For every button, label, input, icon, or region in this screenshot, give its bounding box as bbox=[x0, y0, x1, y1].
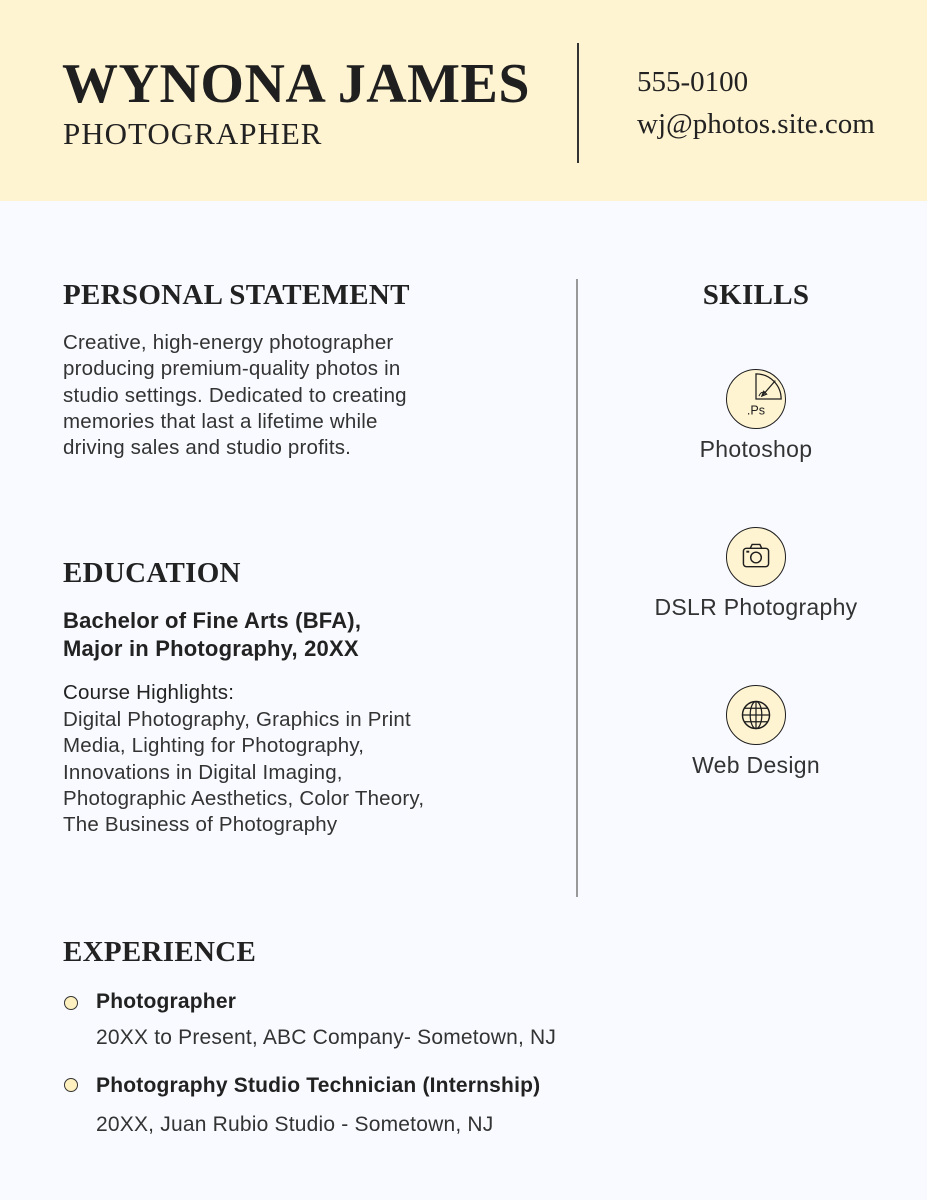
course-line: Innovations in Digital Imaging, bbox=[63, 760, 343, 784]
job-detail: 20XX to Present, ABC Company- Sometown, NJ bbox=[96, 1026, 557, 1049]
course-line: Photographic Aesthetics, Color Theory, bbox=[63, 786, 425, 810]
column-divider bbox=[576, 279, 578, 897]
skill-label-photoshop: Photoshop bbox=[699, 436, 813, 462]
job-detail: 20XX, Juan Rubio Studio - Sometown, NJ bbox=[96, 1113, 494, 1136]
phone-number: 555-0100 bbox=[637, 66, 749, 98]
education-heading: EDUCATION bbox=[63, 557, 241, 589]
course-line: Media, Lighting for Photography, bbox=[63, 734, 365, 758]
experience-heading: EXPERIENCE bbox=[63, 936, 257, 968]
candidate-role: PHOTOGRAPHER bbox=[63, 116, 323, 151]
camera-icon bbox=[726, 527, 786, 587]
degree bbox=[63, 607, 361, 663]
photoshop-icon-text: .Ps bbox=[746, 403, 766, 418]
statement-line: producing premium-quality photos in bbox=[63, 357, 401, 381]
course-highlights-text bbox=[63, 707, 513, 838]
statement-line: Creative, high-energy photographer bbox=[63, 331, 394, 354]
candidate-name: WYNONA JAMES bbox=[62, 53, 531, 115]
course-highlights-label: Course Highlights: bbox=[63, 681, 235, 704]
personal-statement-heading: PERSONAL STATEMENT bbox=[63, 279, 410, 311]
degree-line: Major in Photography, 20XX bbox=[63, 636, 359, 661]
bullet-icon bbox=[64, 996, 78, 1010]
job-title: Photographer bbox=[96, 990, 237, 1013]
globe-icon bbox=[726, 685, 786, 745]
course-line: Digital Photography, Graphics in Print bbox=[63, 708, 411, 731]
degree-line: Bachelor of Fine Arts (BFA), bbox=[63, 608, 362, 633]
skill-label-web-design: Web Design bbox=[692, 752, 820, 778]
header-divider bbox=[577, 43, 579, 163]
photoshop-icon bbox=[726, 369, 786, 429]
statement-line: driving sales and studio profits. bbox=[63, 436, 352, 460]
personal-statement-text bbox=[63, 330, 513, 461]
email-address: wj@photos.site.com bbox=[637, 108, 875, 140]
skills-heading: SKILLS bbox=[702, 279, 810, 311]
statement-line: studio settings. Dedicated to creating bbox=[63, 383, 407, 407]
bullet-icon bbox=[64, 1078, 78, 1092]
statement-line: memories that last a lifetime while bbox=[63, 409, 378, 433]
course-line: The Business of Photography bbox=[63, 813, 338, 837]
job-title: Photography Studio Technician (Internship) bbox=[96, 1074, 541, 1097]
skill-label-dslr: DSLR Photography bbox=[654, 594, 858, 620]
